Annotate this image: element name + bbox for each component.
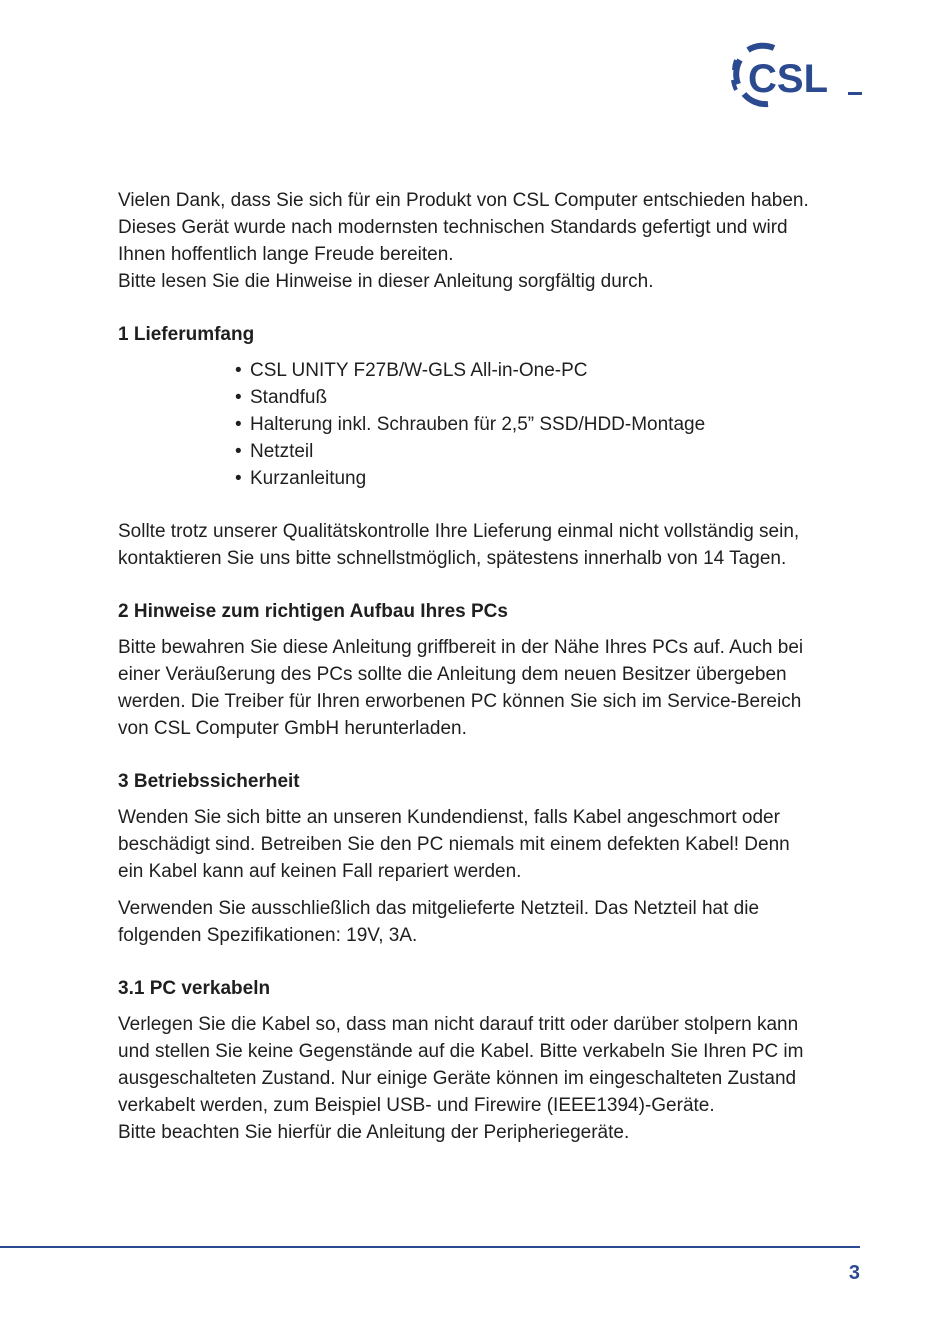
verkabeln-paragraph (118, 1011, 878, 1146)
intro-line: Vielen Dank, dass Sie sich für ein Produkt von CSL Computer entschieden haben. (118, 190, 809, 211)
page-number: 3 (848, 1262, 860, 1284)
logo-text: CSL (748, 57, 828, 101)
intro-line: Dieses Gerät wurde nach modernsten technischen Standards gefertigt und wird (118, 217, 788, 238)
paragraph-line: Bitte bewahren Sie diese Anleitung griffbereit in der Nähe Ihres PCs auf. Auch bei (118, 637, 804, 658)
section-heading-lieferumfang: 1 Lieferumfang (118, 324, 255, 345)
list-item: • Kurzanleitung (235, 468, 367, 489)
list-item: • CSL UNITY F27B/W-GLS All-in-One-PC (235, 360, 588, 381)
list-item-text: CSL UNITY F27B/W-GLS All-in-One-PC (250, 360, 588, 381)
paragraph-line: und stellen Sie keine Gegenstände auf die Kabel. Bitte verkabeln Sie Ihren PC im (118, 1041, 804, 1062)
paragraph-line: werden. Die Treiber für Ihren erworbenen PC können Sie sich im Service-Bereich (118, 691, 802, 712)
note-line: Sollte trotz unserer Qualitätskontrolle Ihre Lieferung einmal nicht vollständig sein, (118, 521, 800, 542)
betriebssicherheit-paragraph-1 (118, 804, 878, 885)
section-heading-pc-verkabeln: 3.1 PC verkabeln (118, 978, 271, 999)
paragraph-line: Wenden Sie sich bitte an unseren Kundendienst, falls Kabel angeschmort oder (118, 807, 780, 828)
hinweise-paragraph (118, 634, 878, 742)
delivery-note (118, 518, 878, 572)
betriebssicherheit-paragraph-2 (118, 895, 878, 949)
list-item: • Netzteil (235, 441, 314, 462)
paragraph-line: folgenden Spezifikationen: 19V, 3A. (118, 925, 418, 946)
footer-divider (0, 1246, 860, 1248)
section-heading-hinweise: 2 Hinweise zum richtigen Aufbau Ihres PCs (118, 601, 508, 622)
csl-logo-graphic (728, 40, 868, 112)
csl-logo (728, 40, 868, 112)
paragraph-line: Verwenden Sie ausschließlich das mitgelieferte Netzteil. Das Netzteil hat die (118, 898, 760, 919)
paragraph-line: verkabelt werden, zum Beispiel USB- und Firewire (IEEE1394)-Geräte. (118, 1095, 715, 1116)
logo-ring-top (748, 46, 774, 50)
note-line: kontaktieren Sie uns bitte schnellstmöglich, spätestens innerhalb von 14 Tagen. (118, 548, 787, 569)
logo-ring-outer-left (734, 60, 736, 70)
intro-line: Ihnen hoffentlich lange Freude bereiten. (118, 244, 454, 265)
intro-line: Bitte lesen Sie die Hinweise in dieser Anleitung sorgfältig durch. (118, 271, 654, 292)
paragraph-line: Bitte beachten Sie hierfür die Anleitung der Peripheriegeräte. (118, 1122, 630, 1143)
list-item: • Standfuß (235, 387, 328, 408)
document-body (118, 187, 878, 1146)
intro-paragraph (118, 187, 878, 295)
paragraph-line: ausgeschalteten Zustand. Nur einige Geräte können im eingeschalteten Zustand (118, 1068, 797, 1089)
list-item-text: Standfuß (250, 387, 328, 408)
paragraph-line: Verlegen Sie die Kabel so, dass man nicht darauf tritt oder darüber stolpern kann (118, 1014, 799, 1035)
delivery-list (118, 357, 878, 492)
paragraph-line: einer Veräußerung des PCs sollte die Anleitung dem neuen Besitzer übergeben (118, 664, 787, 685)
logo-underline (848, 92, 862, 95)
list-item-text: Kurzanleitung (250, 468, 367, 489)
list-item-text: Netzteil (250, 441, 314, 462)
paragraph-line: ein Kabel kann auf keinen Fall repariert werden. (118, 861, 522, 882)
paragraph-line: beschädigt sind. Betreiben Sie den PC niemals mit einem defekten Kabel! Denn (118, 834, 790, 855)
list-item: • Halterung inkl. Schrauben für 2,5” SSD/HDD-Montage (235, 414, 706, 435)
list-item-text: Halterung inkl. Schrauben für 2,5” SSD/HDD-Montage (250, 414, 706, 435)
paragraph-line: von CSL Computer GmbH herunterladen. (118, 718, 467, 739)
section-heading-betriebssicherheit: 3 Betriebssicherheit (118, 771, 300, 792)
